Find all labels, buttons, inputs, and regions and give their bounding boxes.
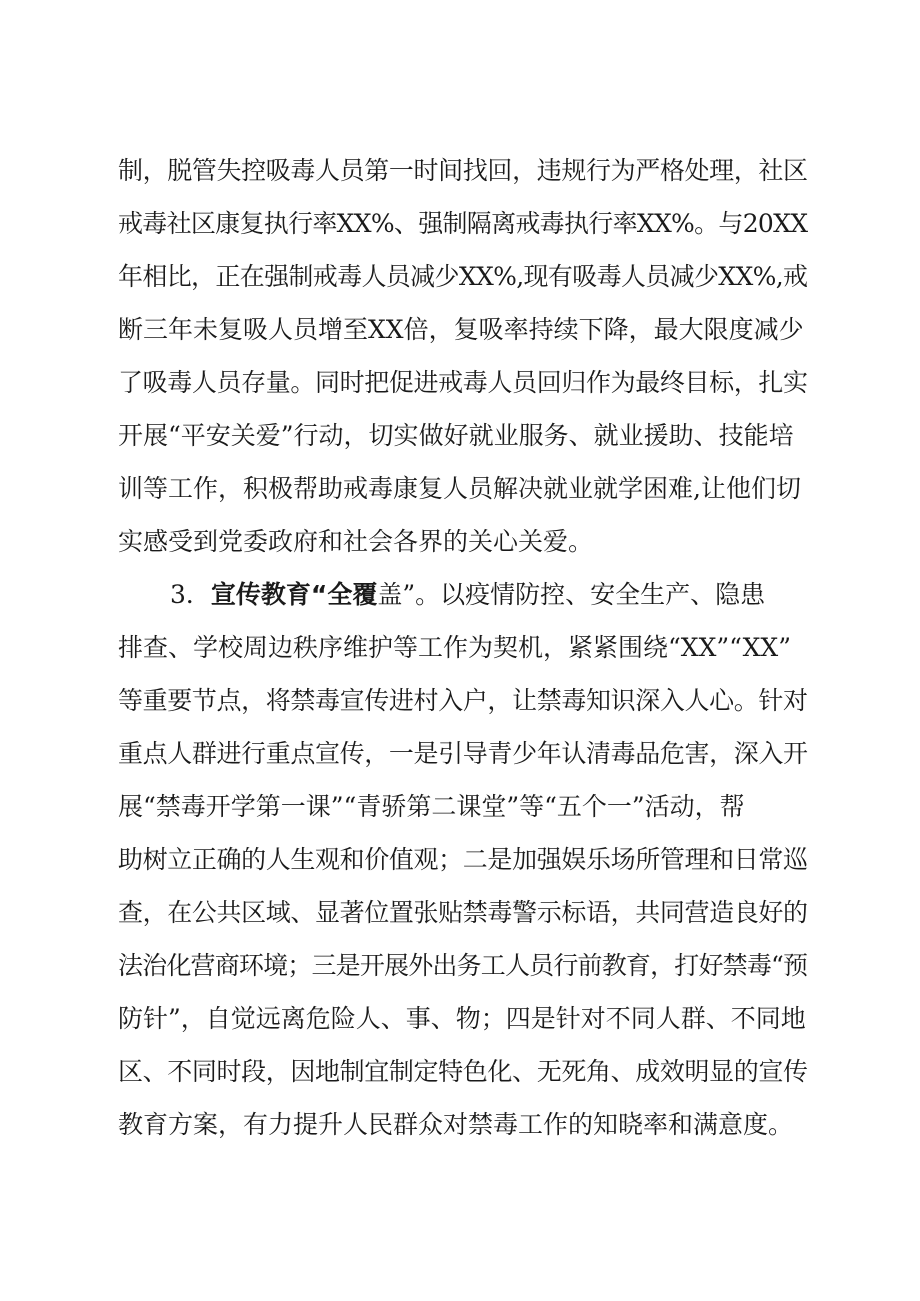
- text-line: 实感受到党委政府和社会各界的关心关爱。: [118, 527, 594, 556]
- heading-tail: 盖”。: [377, 580, 441, 609]
- text-line: 展“禁毒开学第一课”“青骄第二课堂”等“五个一”活动，帮: [118, 792, 745, 821]
- text-line: 戒毒社区康复执行率XX%、强制隔离戒毒执行率XX%。与20XX: [118, 209, 808, 238]
- text-line: 防针”，自觉远离危险人、事、物；四是针对不同人群、不同地: [118, 1004, 806, 1033]
- text-line: 了吸毒人员存量。同时把促进戒毒人员回归作为最终目标，扎实: [118, 368, 808, 397]
- heading-line-text: 以疫情防控、安全生产、隐患: [440, 580, 766, 609]
- text-line: 开展“平安关爱”行动，切实做好就业服务、就业援助、技能培: [118, 421, 794, 450]
- text-line: 教育方案，有力提升人民群众对禁毒工作的知晓率和满意度。: [118, 1110, 794, 1139]
- text-line: 助树立正确的人生观和价值观；二是加强娱乐场所管理和日常巡: [118, 845, 808, 874]
- heading-title: 宣传教育“全覆: [210, 580, 378, 609]
- heading-number: 3．: [170, 580, 211, 609]
- text-line: 区、不同时段，因地制宜制定特色化、无死角、成效明显的宣传: [118, 1057, 808, 1086]
- text-line: 训等工作，积极帮助戒毒康复人员解决就业就学困难,让他们切: [118, 474, 801, 503]
- text-line: 制，脱管失控吸毒人员第一时间找回，违规行为严格处理，社区: [118, 156, 808, 185]
- text-line: 重点人群进行重点宣传，一是引导青少年认清毒品危害，深入开: [118, 739, 808, 768]
- text-line: 查，在公共区域、显著位置张贴禁毒警示标语，共同营造良好的: [118, 898, 808, 927]
- text-line: 法治化营商环境；三是开展外出务工人员行前教育，打好禁毒“预: [118, 951, 808, 980]
- text-line: 等重要节点，将禁毒宣传进村入户，让禁毒知识深入人心。针对: [118, 686, 808, 715]
- text-line: 年相比，正在强制戒毒人员减少XX%,现有吸毒人员减少XX%,戒: [118, 262, 808, 291]
- section-heading-line: [170, 580, 808, 610]
- text-line: 排查、学校周边秩序维护等工作为契机，紧紧围绕“XX”“XX”: [118, 633, 792, 662]
- text-line: 断三年未复吸人员增至XX倍，复吸率持续下降，最大限度减少: [118, 315, 804, 344]
